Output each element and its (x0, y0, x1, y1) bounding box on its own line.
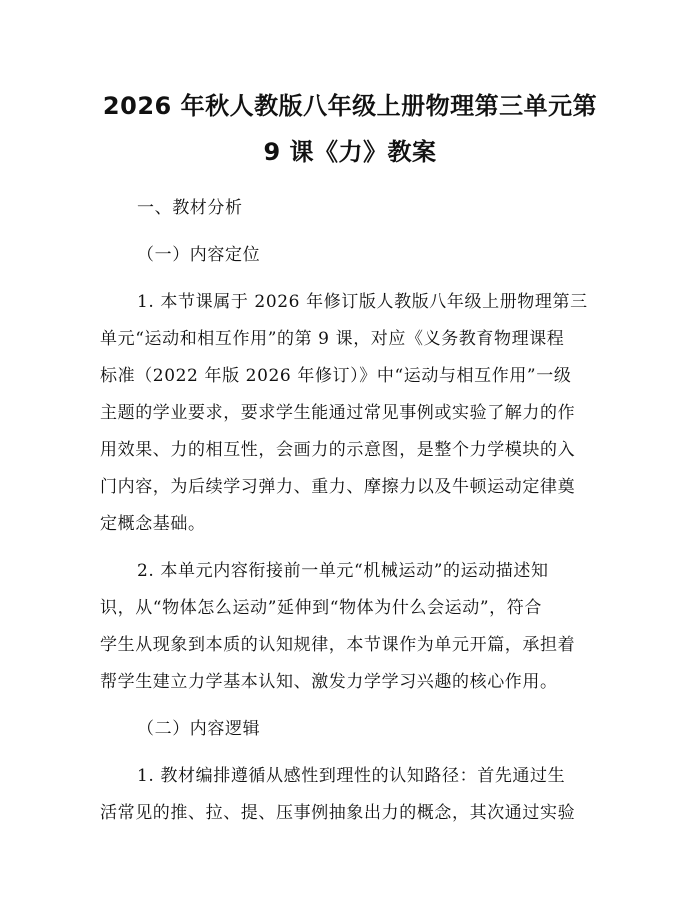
subsection-heading-2: （二）内容逻辑 (137, 719, 261, 739)
section-heading-1: 一、教材分析 (137, 198, 243, 218)
paragraph-line: 单元“运动和相互作用”的第 9 课，对应《义务教育物理课程 (100, 329, 565, 349)
paragraph-line: 学生从现象到本质的认知规律，本节课作为单元开篇，承担着 (100, 635, 576, 655)
title-line-2: 9 课《力》教案 (263, 138, 437, 166)
paragraph-line: 2. 本单元内容衔接前一单元“机械运动”的运动描述知 (137, 561, 549, 581)
paragraph-line: 识，从“物体怎么运动”延伸到“物体为什么会运动”，符合 (100, 598, 542, 618)
subsection-heading-1: （一）内容定位 (137, 245, 261, 265)
paragraph-line: 主题的学业要求，要求学生能通过常见事例或实验了解力的作 (100, 403, 576, 423)
paragraph-line: 活常见的推、拉、提、压事例抽象出力的概念，其次通过实验 (100, 803, 576, 823)
paragraph-line: 门内容，为后续学习弹力、重力、摩擦力以及牛顿运动定律奠 (100, 477, 576, 497)
paragraph-line: 1. 本节课属于 2026 年修订版人教版八年级上册物理第三 (137, 292, 588, 312)
paragraph-line: 1. 教材编排遵循从感性到理性的认知路径：首先通过生 (137, 766, 566, 786)
title-line-1: 2026 年秋人教版八年级上册物理第三单元第 (102, 92, 598, 120)
paragraph-line: 帮学生建立力学基本认知、激发力学学习兴趣的核心作用。 (100, 672, 558, 692)
paragraph-line: 标准（2022 年版 2026 年修订）》中“运动与相互作用”一级 (100, 366, 572, 386)
paragraph-line: 用效果、力的相互性，会画力的示意图，是整个力学模块的入 (100, 440, 576, 460)
paragraph-line: 定概念基础。 (100, 514, 206, 534)
